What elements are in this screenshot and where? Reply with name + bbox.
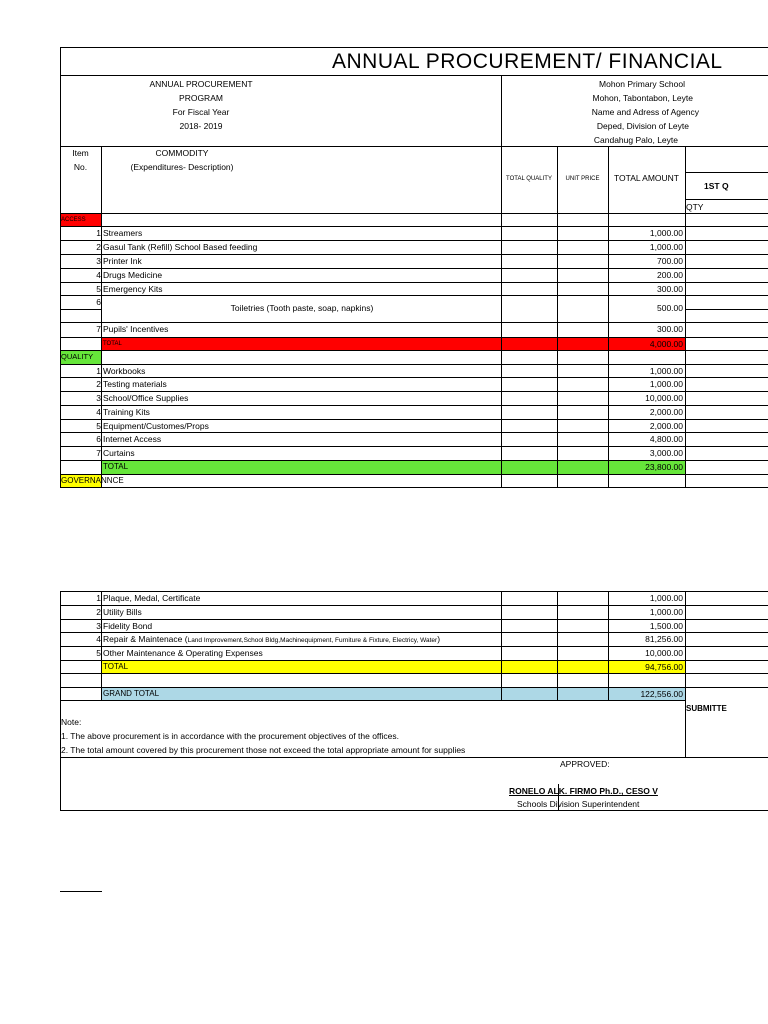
row-amount: 1,000.00 [649,366,683,376]
row-no: 7 [96,324,101,334]
program-line3: For Fiscal Year [172,107,230,117]
access-total-amount: 4,000.00 [649,339,683,349]
row-desc: Printer Ink [103,256,142,266]
access-label: ACCESS [61,217,86,223]
approver-name: RONELO ALK. FIRMO Ph.D., CESO V [509,786,658,796]
row-no: 1 [96,593,101,603]
row-no: 5 [96,648,101,658]
governance-total-fill [102,660,685,673]
row-no: 4 [96,270,101,280]
agency-school: Mohon Primary School [599,79,685,89]
governance-total-amount: 94,756.00 [645,662,683,672]
grand-total-fill [102,687,685,700]
header-top-border [60,47,768,48]
row-no: 2 [96,607,101,617]
row-amount: 700.00 [657,256,683,266]
row-amount: 1,000.00 [649,607,683,617]
header-no: No. [73,162,88,172]
row-amount: 10,000.00 [645,648,683,658]
row-amount: 2,000.00 [649,421,683,431]
col-line-item [101,146,102,487]
row-amount: 2,000.00 [649,407,683,417]
access-total-fill [102,337,685,350]
quality-total-label: TOTAL [103,462,129,471]
grand-total-label: GRAND TOTAL [103,689,160,698]
row-no: 2 [96,379,101,389]
row-no: 5 [96,284,101,294]
row-no: 7 [96,448,101,458]
row-desc: Repair & Maintenace (Land Improvement,School Bldg,Machinequipment, Furniture & Fixture, Electricy, Water) [103,634,441,644]
governance-label: GOVERNANNCE [61,476,124,485]
grand-total-amount: 122,556.00 [640,689,683,699]
row-desc: Curtains [103,448,135,458]
row-amount: 500.00 [657,303,683,313]
note-2: 2. The total amount covered by this procurement those not exceed the total appropriate amount for supplies [61,745,466,755]
row-desc: Fidelity Bond [103,621,153,631]
row-desc: Testing materials [103,379,167,389]
q-header-line [685,172,768,173]
row-desc: Workbooks [103,366,146,376]
access-total-label: TOTAL [103,341,122,347]
row-amount: 1,000.00 [649,228,683,238]
header-commodity: COMMODITY [155,148,209,158]
row-desc: Other Maintenance & Operating Expenses [103,648,263,658]
row-desc: Gasul Tank (Refill) School Based feeding [103,242,258,252]
row-no: 6 [96,297,101,307]
row-amount: 10,000.00 [645,393,683,403]
row-no: 1 [96,228,101,238]
header-total-quality: TOTAL QUALITY [506,176,552,182]
row-no: 1 [96,366,101,376]
row-no: 5 [96,421,101,431]
program-line4: 2018- 2019 [179,121,223,131]
program-line1: ANNUAL PROCUREMENT [149,79,253,89]
submitted-label: SUBMITTE [686,704,727,713]
header-first-quarter: 1ST Q [704,181,729,191]
note-label: Note: [61,717,82,727]
agency-division: Deped, Division of Leyte [596,121,689,131]
row-amount: 81,256.00 [645,634,683,644]
row-no: 6 [96,434,101,444]
quality-total-amount: 23,800.00 [645,462,683,472]
agency-label: Name and Adress of Agency [591,107,699,117]
row-desc: Equipment/Customes/Props [103,421,209,431]
row-desc: Streamers [103,228,143,238]
col-line-desc [501,146,502,487]
header-description: (Expenditures- Description) [130,162,234,172]
row-no: 3 [96,393,101,403]
governance-total-label: TOTAL [103,662,129,671]
approved-label: APPROVED: [560,759,610,769]
row-desc: Internet Access [103,434,162,444]
row-amount: 1,000.00 [649,379,683,389]
agency-address: Mohon, Tabontabon, Leyte [592,93,693,103]
row-amount: 4,800.00 [649,434,683,444]
row-desc: Utility Bills [103,607,142,617]
row-desc: Training Kits [103,407,150,417]
row-desc: Pupils' Incentives [103,324,169,334]
page-title: ANNUAL PROCUREMENT/ FINANCIAL [332,50,723,73]
row-no: 3 [96,621,101,631]
row-desc: School/Office Supplies [103,393,189,403]
q-sub-line [685,199,768,200]
row-amount: 1,000.00 [649,242,683,252]
row-amount: 1,500.00 [649,621,683,631]
header-item: Item [72,148,89,158]
row-desc: Toiletries (Tooth paste, soap, napkins) [230,303,374,313]
header-unit-price: UNIT PRICE [565,176,600,182]
col-line-qty [557,146,558,487]
quality-total-fill [102,460,685,474]
program-line2: PROGRAM [179,93,223,103]
row-amount: 3,000.00 [649,448,683,458]
row-amount: 300.00 [657,324,683,334]
row-amount: 1,000.00 [649,593,683,603]
row-amount: 300.00 [657,284,683,294]
row-desc: Plaque, Medal, Certificate [103,593,201,603]
row-no: 3 [96,256,101,266]
row-no: 4 [96,634,101,644]
agency-district: Candahug Palo, Leyte [593,135,678,145]
row-amount: 200.00 [657,270,683,280]
row-no: 4 [96,407,101,417]
col-line-amount [685,146,686,487]
row-desc: Drugs Medicine [103,270,163,280]
row-no: 2 [96,242,101,252]
header-total-amount: TOTAL AMOUNT [613,173,680,183]
columns-bottom-border [60,213,768,214]
header-qty: QTY [686,202,704,212]
header-title-border [60,75,768,76]
quality-label: QUALITY [61,352,94,361]
row-desc: Emergency Kits [103,284,163,294]
note-1: 1. The above procurement is in accordance with the procurement objectives of the offices. [61,731,399,741]
approver-role: Schools Division Superintendent [517,799,640,809]
